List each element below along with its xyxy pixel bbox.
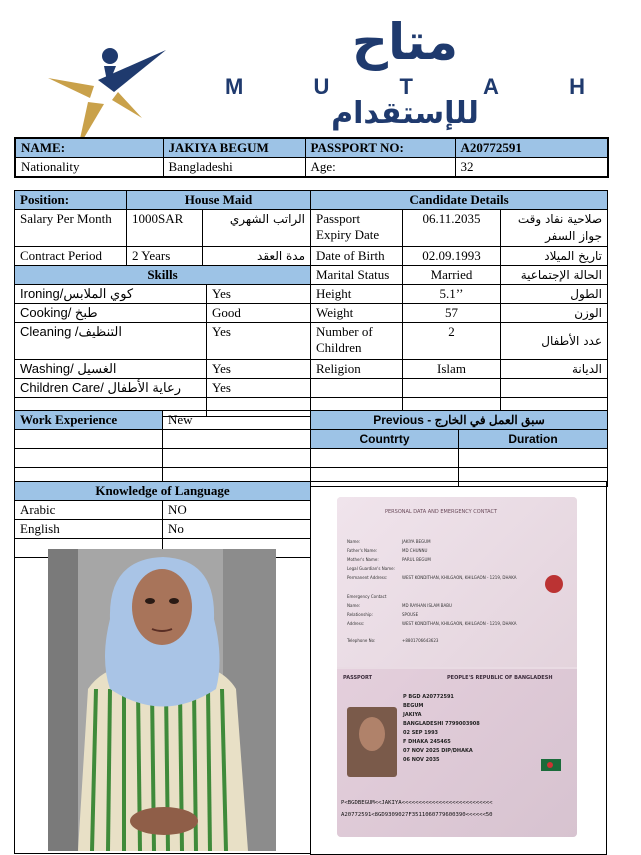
children-label: Number of Children [311,323,403,360]
children-ar: عدد الأطفال [501,323,608,360]
language-label: English [15,520,163,539]
skill-value: Yes [207,285,311,304]
candidate-photo [48,549,276,851]
field-key: Telephone No: [347,638,376,643]
religion-value: Islam [403,360,501,379]
bio-photo [347,707,397,777]
salary-label-ar: الراتب الشهري [203,210,311,247]
skill-value: Good [207,304,311,323]
nationality-label: Nationality [15,158,163,178]
height-label: Height [311,285,403,304]
salary-value: 1000SAR [127,210,203,247]
passport-label: PASSPORT NO: [305,138,455,158]
skill-value: Yes [207,360,311,379]
bio-lines [403,693,533,765]
skill-label: Cleaning /التنظيف [15,323,207,360]
passport-expiry-ar: صلاحية نفاد وقت جواز السفر [501,210,608,247]
logo-letter: U [313,74,330,99]
field-key: Mother's Name: [347,557,379,562]
previous-title: Previous - سبق العمل في الخارج [311,411,608,430]
field-value: WEST KONDITHAN, KHILGAON, KHILGAON - 1219, DHAKA [402,621,517,626]
height-value: 5.1’’ [403,285,501,304]
height-ar: الطول [501,285,608,304]
name-value: JAKIYA BEGUM [163,138,305,158]
data-page [337,497,577,667]
previous-table [310,410,608,487]
weight-value: 57 [403,304,501,323]
skill-value: Yes [207,323,311,360]
bio-line: 07 NOV 2025 DIP/DHAKA [403,748,473,754]
mrz [341,797,573,821]
work-label: Work Experience [15,411,163,430]
contract-label-ar: مدة العقد [203,247,311,266]
passport-expiry-value: 06.11.2035 [403,210,501,247]
work-value: New [163,411,311,430]
field-key: Legal Guardian's Name: [347,566,395,571]
logo-letter: H [569,74,585,99]
candidate-table [310,190,608,417]
logo [40,13,600,135]
logo-letter: A [483,74,499,99]
nationality-value: Bangladeshi [163,158,305,178]
children-value: 2 [403,323,501,360]
age-value: 32 [455,158,608,178]
name-label: NAME: [15,138,163,158]
identity-table [14,137,609,178]
bio-line: JAKIYA [403,712,422,718]
field-value: SPOUSE [402,612,419,617]
flag-icon [541,759,561,771]
field-value: MD CHUNNU [402,548,428,553]
field-key: Permanent Address: [347,575,388,580]
bio-page [337,669,577,837]
salary-label: Salary Per Month [15,210,127,247]
field-value: MD RAYHAN ISLAM BABU [402,603,452,608]
field-key: Emergency Contact [347,594,387,599]
skills-title: Skills [15,266,311,285]
bio-line: BANGLADESHI 7799003908 [403,721,480,727]
field-key: Relationship: [347,612,373,617]
field-key: Name: [347,603,361,608]
marital-ar: الحالة الإجتماعية [501,266,608,285]
language-value: NO [163,501,311,520]
field-value: WEST KONDITHAN, KHILGAON, KHILGAON - 1219, DHAKA [402,575,517,580]
bio-line: P BGD A20772591 [403,694,454,700]
field-value: JAKIYA BEGUM [402,539,431,544]
skill-label: Children Care/ رعاية الأطفال [15,379,207,398]
dob-label: Date of Birth [311,247,403,266]
bio-line: 02 SEP 1993 [403,730,439,736]
logo-star-icon [48,40,168,150]
passport-expiry-label: Passport Expiry Date [311,210,403,247]
position-table [14,190,311,285]
person-illustration [48,549,276,851]
emblem-icon [545,575,563,593]
bio-line: F DHAKA 245465 [403,739,451,745]
passport-value: A20772591 [455,138,608,158]
bio-line: BEGUM [403,703,424,709]
dob-ar: تاريخ الميلاد [501,247,608,266]
logo-letter: T [399,74,413,99]
passport-scan [337,497,577,837]
bio-title: PASSPORT [343,675,373,681]
position-label: Position: [15,191,127,210]
religion-ar: الديانة [501,360,608,379]
skill-label: Cooking/ طبخ [15,304,207,323]
language-label: Arabic [15,501,163,520]
contract-value: 2 Years [127,247,203,266]
bio-header: PEOPLE'S REPUBLIC OF BANGLADESH [447,675,553,681]
marital-value: Married [403,266,501,285]
weight-ar: الوزن [501,304,608,323]
data-page-fields [347,537,547,645]
bio-line: 06 NOV 2035 [403,757,440,763]
skills-table [14,284,311,417]
mrz-line-1: P<BGDBEGUM<<JAKIYA<<<<<<<<<<<<<<<<<<<<<<<<<<< [341,800,493,806]
age-label: Age: [305,158,455,178]
country-header: Countrty [311,430,459,449]
field-key: Name: [347,539,361,544]
dob-value: 02.09.1993 [403,247,501,266]
logo-arabic-bottom: للإستقدام [331,96,479,131]
logo-letter: M [225,74,244,99]
weight-label: Weight [311,304,403,323]
logo-arabic-top: متاح [351,13,459,71]
contract-label: Contract Period [15,247,127,266]
field-value: +8801706643623 [402,638,439,643]
language-title: Knowledge of Language [15,482,311,501]
work-table [14,410,311,487]
candidate-title: Candidate Details [311,191,608,210]
field-key: Father's Name: [347,548,378,553]
data-page-header: PERSONAL DATA AND EMERGENCY CONTACT [385,509,498,515]
language-value: No [163,520,311,539]
position-value: House Maid [127,191,311,210]
skill-label: Washing/ الغسيل [15,360,207,379]
skill-value: Yes [207,379,311,398]
duration-header: Duration [459,430,608,449]
skill-label: Ironing/كوي الملابس [15,285,207,304]
mrz-line-2: A20772591<8GD9309027F3511060779600390<<<<<<50 [341,812,493,818]
religion-label: Religion [311,360,403,379]
field-key: Address: [347,621,365,626]
marital-label: Marital Status [311,266,403,285]
field-value: PARUL BEGUM [402,557,431,562]
